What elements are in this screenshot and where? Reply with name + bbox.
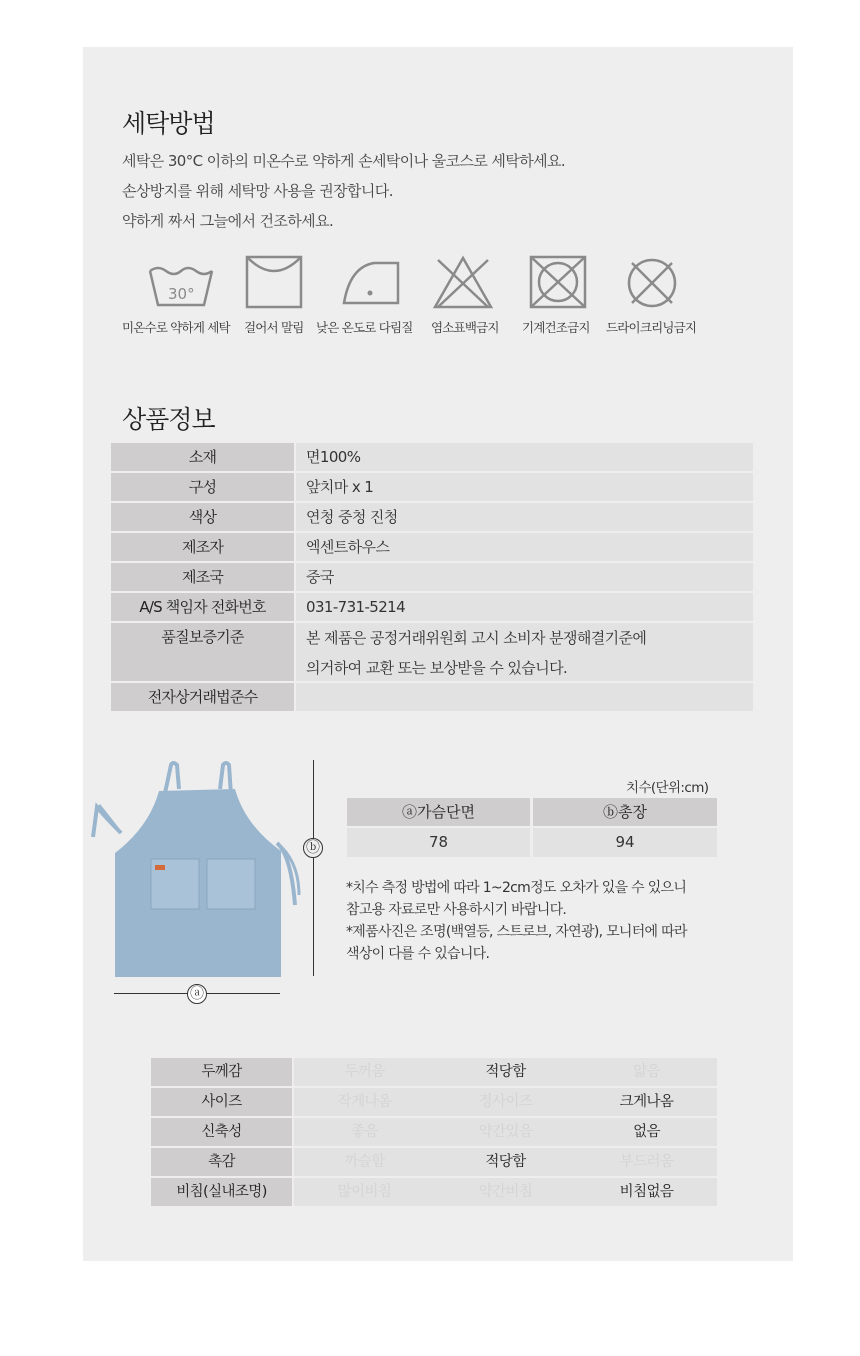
info-row (111, 473, 753, 501)
wash-tub-30-icon (148, 255, 208, 311)
feel-option: 많이비침 (294, 1178, 435, 1206)
feel-key: 두께감 (151, 1058, 292, 1086)
no-tumble-dry-icon (528, 255, 588, 311)
feel-option: 약간비침 (435, 1178, 576, 1206)
info-key: 구성 (111, 473, 294, 501)
feel-row (151, 1148, 717, 1176)
info-row (111, 593, 753, 621)
washing-line-3: 약하게 짜서 그늘에서 건조하세요. (122, 212, 334, 230)
info-key: 제조자 (111, 533, 294, 561)
apron-image (85, 755, 335, 1005)
feel-option: 비침없음 (576, 1178, 717, 1206)
feel-row (151, 1178, 717, 1206)
info-value: 연청 중청 진청 (296, 503, 753, 531)
care-label-hang: 걸어서 말림 (244, 320, 304, 335)
size-note-1: *치수 측정 방법에 따라 1~2cm정도 오차가 있을 수 있으니 (346, 880, 687, 896)
feel-row (151, 1118, 717, 1146)
feel-option: 좋음 (294, 1118, 435, 1146)
info-row (111, 503, 753, 531)
info-key: A/S 책임자 전화번호 (111, 593, 294, 621)
info-key: 품질보증기준 (111, 623, 294, 681)
washing-title: 세탁방법 (122, 109, 215, 138)
info-value: 중국 (296, 563, 753, 591)
feel-key: 비침(실내조명) (151, 1178, 292, 1206)
care-label-dryer: 기계건조금지 (522, 320, 590, 335)
info-value: 면100% (296, 443, 753, 471)
washing-line-1: 세탁은 30°C 이하의 미온수로 약하게 손세탁이나 울코스로 세탁하세요. (122, 152, 566, 170)
feel-option: 적당함 (435, 1058, 576, 1086)
feel-key: 사이즈 (151, 1088, 292, 1116)
info-row (111, 683, 753, 711)
hang-dry-icon (244, 255, 304, 311)
info-value (296, 683, 753, 711)
info-value-line-2: 의거하여 교환 또는 보상받을 수 있습니다. (306, 659, 568, 677)
feel-option: 약간있음 (435, 1118, 576, 1146)
feel-option: 두꺼움 (294, 1058, 435, 1086)
info-value: 앞치마 x 1 (296, 473, 753, 501)
feel-row (151, 1088, 717, 1116)
feel-row (151, 1058, 717, 1086)
info-row (111, 443, 753, 471)
wash-temp-label: 30° (168, 285, 195, 303)
feel-option: 크게나옴 (576, 1088, 717, 1116)
info-row (111, 533, 753, 561)
size-value-chest: 78 (347, 828, 530, 857)
info-key: 소재 (111, 443, 294, 471)
info-row (111, 623, 753, 681)
marker-a: ⓐ (187, 984, 207, 1004)
feel-option: 까슬함 (294, 1148, 435, 1176)
info-value (296, 623, 753, 681)
size-unit-label: 치수(단위:cm) (626, 780, 709, 796)
size-value-length: 94 (533, 828, 717, 857)
feel-key: 촉감 (151, 1148, 292, 1176)
feel-option: 부드러움 (576, 1148, 717, 1176)
info-key: 전자상거래법준수 (111, 683, 294, 711)
size-note-2: 참고용 자료로만 사용하시기 바랍니다. (346, 902, 567, 918)
info-key: 제조국 (111, 563, 294, 591)
product-info-title: 상품정보 (122, 405, 215, 434)
no-dry-clean-icon (624, 255, 684, 311)
feel-key: 신축성 (151, 1118, 292, 1146)
size-header-length: ⓑ총장 (533, 798, 717, 826)
length-guide-line (313, 760, 314, 976)
care-label-dryclean: 드라이크리닝금지 (606, 320, 697, 335)
care-label-bleach: 염소표백금지 (431, 320, 499, 335)
care-label-iron: 낮은 온도로 다림질 (316, 320, 413, 335)
size-header-chest: ⓐ가슴단면 (347, 798, 530, 826)
info-value: 031-731-5214 (296, 593, 753, 621)
info-value-line-1: 본 제품은 공정거래위원회 고시 소비자 분쟁해결기준에 (306, 629, 647, 647)
marker-b: ⓑ (303, 838, 323, 858)
feel-option: 적당함 (435, 1148, 576, 1176)
washing-line-2: 손상방지를 위해 세탁망 사용을 권장합니다. (122, 182, 393, 200)
feel-option: 없음 (576, 1118, 717, 1146)
feel-option: 정사이즈 (435, 1088, 576, 1116)
feel-option: 얇음 (576, 1058, 717, 1086)
size-note-3: *제품사진은 조명(백열등, 스트로브, 자연광), 모니터에 따라 (346, 924, 687, 940)
size-note-4: 색상이 다를 수 있습니다. (346, 946, 490, 962)
iron-low-icon (340, 255, 400, 311)
info-row (111, 563, 753, 591)
care-label-wash: 미온수로 약하게 세탁 (122, 320, 230, 335)
info-value: 엑센트하우스 (296, 533, 753, 561)
no-bleach-icon (432, 255, 492, 311)
feel-option: 작게나옴 (294, 1088, 435, 1116)
info-key: 색상 (111, 503, 294, 531)
